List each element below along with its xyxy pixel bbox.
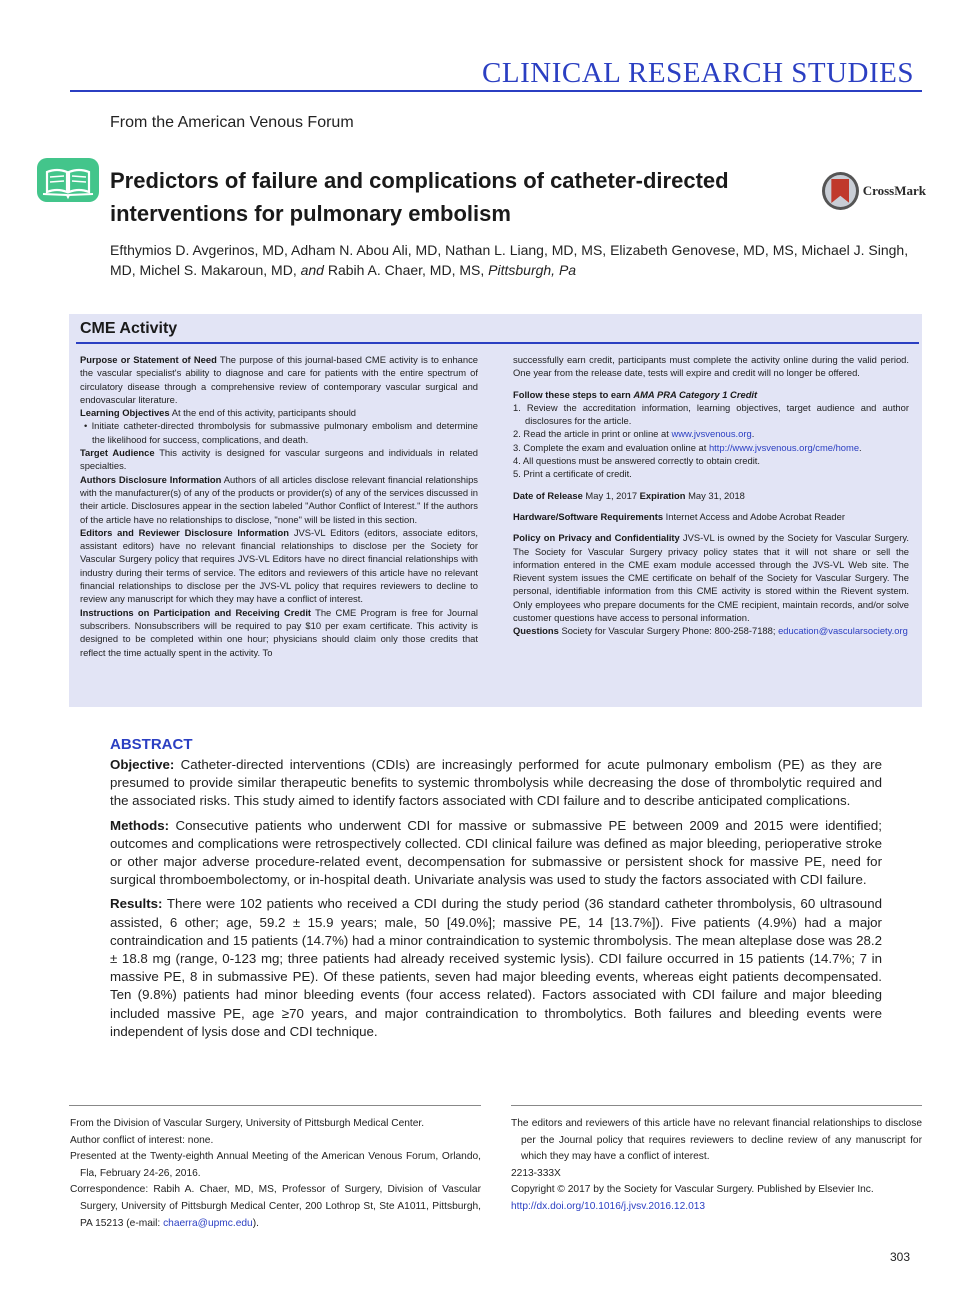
cme-release-heading: Date of Release [513, 489, 583, 501]
author-list [110, 240, 910, 280]
cme-privacy [513, 531, 909, 624]
cme-authors-disclosure [80, 473, 478, 526]
cme-editors-heading: Editors and Reviewer Disclosure Information [80, 526, 289, 538]
authors-line-2b: Rabih A. Chaer, MD, MS, [323, 262, 489, 278]
cme-objective-item [80, 419, 478, 446]
cme-home-link[interactable]: http://www.jvsvenous.org/cme/home [708, 441, 860, 453]
article-title: Predictors of failure and complications of catheter-directed interventions for pulmonary embolism [110, 168, 729, 226]
cme-step-3 [513, 441, 909, 454]
cme-audience-text: This activity is designed for vascular surgeons and individuals in related specialties. [80, 447, 478, 472]
jvsvenous-link[interactable]: www.jvsvenous.org [671, 428, 752, 440]
crossmark-icon [822, 172, 859, 210]
crossmark-bookmark-shape [831, 179, 849, 203]
cme-instructions-heading: Instructions on Participation and Receiving Credit [80, 606, 312, 618]
journal-header [70, 56, 922, 92]
cme-objectives [80, 406, 478, 419]
footnote-conflict: Author conflict of interest: none. [70, 1134, 214, 1146]
cme-step-2 [513, 427, 909, 440]
open-book-icon-graphic [37, 158, 99, 202]
footnote-correspondence [70, 1182, 481, 1232]
cme-steps-list [513, 401, 909, 481]
cme-hardware-text: Internet Access and Adobe Acrobat Reader [663, 510, 845, 522]
authors-line-2a: Michael J. Singh, MD, Michel S. Makaroun, MD, [110, 242, 909, 278]
cme-objectives-heading: Learning Objectives [80, 407, 170, 419]
cme-authors-heading: Authors Disclosure Information [80, 473, 222, 485]
cme-questions [513, 624, 909, 637]
author-location: Pittsburgh, Pa [488, 262, 577, 278]
cme-step-3-text: 3. Complete the exam and evaluation online at [513, 441, 709, 453]
cme-release-date: May 1, 2017 [582, 489, 640, 501]
abstract-methods-heading: Methods: [110, 817, 170, 833]
open-book-icon [37, 158, 99, 202]
cme-questions-heading: Questions [513, 625, 559, 637]
footnote-editors: The editors and reviewers of this article have no relevant financial relationships to disclose per the Journal policy that requires reviewers to decline review of any manuscript for which they may have a conflict of interest. [511, 1118, 922, 1163]
abstract-objective [110, 756, 882, 811]
abstract-objective-heading: Objective: [110, 757, 175, 772]
footnote-presented: Presented at the Twenty-eighth Annual Meeting of the American Venous Forum, Orlando, Fla, February 24-26, 2016. [70, 1151, 481, 1179]
cme-audience [80, 446, 478, 473]
header-divider [70, 90, 922, 92]
cme-purpose [80, 353, 478, 406]
spacer [513, 502, 909, 510]
correspondence-email-link[interactable]: chaerra@upmc.edu [163, 1217, 253, 1229]
doi-link[interactable]: http://dx.doi.org/10.1016/j.jvsv.2016.12.013 [511, 1200, 706, 1212]
spacer [513, 523, 909, 531]
abstract-heading: ABSTRACT [110, 736, 193, 753]
cme-expiration-date: May 31, 2018 [685, 489, 745, 501]
cme-steps-heading-text: Follow these steps to earn [513, 388, 634, 400]
footnotes-right [511, 1116, 922, 1216]
crossmark-badge[interactable] [822, 170, 926, 212]
cme-step-4: 4. All questions must be answered correctly to obtain credit. [513, 455, 760, 467]
cme-hardware-heading: Hardware/Software Requirements [513, 510, 664, 522]
cme-right-column [513, 353, 909, 638]
cme-purpose-text: The purpose of this journal-based CME activity is to enhance the vascular specialist's ability to diagnose and care for patients with the entire spectrum of circulatory disease through a comprehensive review of contemporary vascular surgical and endovascular literature. [80, 354, 478, 405]
footnotes-left [70, 1116, 481, 1232]
abstract-results [110, 895, 882, 1041]
cme-left-column [80, 353, 478, 659]
cme-editors-text: JVS-VL Editors (editors, associate editors, assistant editors) have no relevant financial relationships to disclose per the Society for Vascular Surgery policy that requires JVS-VL Editors have no direct financial relationships with industry during their terms of service. The editors and reviewers of this article have no relevant financial relationships to disclose per the JVS-VL policy that requires reviewers to decline to review any manuscript for which they may have a conflict of interest. [80, 526, 478, 605]
cme-privacy-text: JVS-VL is owned by the Society for Vascular Surgery. The Society for Vascular Surgery privacy policy states that it will not share or sell the information entered in the CME exam module accessed through the JVS-VL Web site. The Rievent system issues the CME certificate on behalf of the Society for Vascular Surgery. The personal, identifiable information from this CME activity is stored within the Rievent system. Only employees who prepare documents for the CME recipient, maintain records, and/or solve customer questions have access to personal information. [513, 532, 909, 624]
spacer [513, 380, 909, 388]
authors-and: and [300, 262, 324, 278]
cme-step-5: 5. Print a certificate of credit. [513, 468, 632, 480]
forum-label: From the American Venous Forum [110, 114, 354, 131]
cme-hardware [513, 510, 909, 523]
cme-authors-text: Authors of all articles disclose relevant financial relationships with the manufacturer(s) of any of the products or provider(s) of any of the services discussed in their article. Disclosures appear in the section labeled "Author Conflict of Interest." If the authors of the article have no relationships to disclose, "none" will be listed in this section. [80, 473, 478, 525]
footnote-affiliation: From the Division of Vascular Surgery, University of Pittsburgh Medical Center. [70, 1118, 425, 1129]
cme-dates [513, 489, 909, 502]
cme-audience-heading: Target Audience [80, 447, 155, 459]
cme-instructions-text: The CME Program is free for Journal subscribers. Nonsubscribers will be required to pay $10 per exam certificate. This activity is designed to be completed within one hour; physicians should claim only those credits that reflect the time actually spent in the activity. To [80, 606, 478, 658]
cme-email-link[interactable]: education@vascularsociety.org [778, 625, 908, 637]
cme-title: CME Activity [80, 320, 178, 337]
cme-questions-text: Society for Vascular Surgery Phone: 800-258-7188; [558, 625, 779, 637]
cme-purpose-heading: Purpose or Statement of Need [80, 354, 217, 365]
footnote-correspondence-end: ). [252, 1217, 259, 1229]
cme-objectives-text: At the end of this activity, participants should [169, 407, 357, 419]
authors-line-1: Efthymios D. Avgerinos, MD, Adham N. Abou Ali, MD, Nathan L. Liang, MD, MS, Elizabeth Genovese, MD, MS, [110, 242, 798, 258]
cme-objective-item-text: Initiate catheter-directed thrombolysis for submassive pulmonary embolism and determine the likelihood for success, complications, and death. [91, 420, 478, 445]
abstract-methods-text: Consecutive patients who underwent CDI for massive or submassive PE between 2009 and 2015 were identified; outcomes and complications were retrospectively collected. CDI clinical failure was defined as major bleeding, perioperative stroke or other major adverse procedure-related event, decompensation for submassive or persistent shock for massive PE, need for surgical thromboembolectomy, or in-hospital death. Univariate analysis was used to study the factors associated with CDI failure. [110, 817, 882, 888]
cme-step-1: 1. Review the accreditation information, learning objectives, target audience and author disclosures for the article. [513, 401, 909, 427]
crossmark-label: CrossMark [862, 183, 926, 198]
cme-divider [76, 342, 919, 344]
cme-step-3-end: . [859, 441, 862, 453]
abstract-section [110, 736, 882, 1047]
cme-editors-disclosure [80, 526, 478, 606]
cme-step-2-end: . [751, 428, 755, 440]
cme-continued: successfully earn credit, participants must complete the activity online during the valid period. One year from the release date, tests will expire and credit will no longer be offered. [513, 354, 909, 379]
cme-step-2-text: 2. Read the article in print or online at [513, 428, 672, 440]
abstract-results-heading: Results: [110, 896, 163, 912]
cme-steps-heading-italic: AMA PRA Category 1 Credit [633, 388, 758, 400]
cme-expiration-heading: Expiration [639, 489, 686, 501]
footnote-correspondence-text: Correspondence: Rabih A. Chaer, MD, MS, Professor of Surgery, Division of Vascular Surgery, University of Pittsburgh Medical Center, 200 Lothrop St, Ste A1011, Pittsburgh, PA 15213 (e-mail: [70, 1184, 481, 1229]
footnote-divider-left [69, 1105, 481, 1106]
cme-steps-heading [513, 388, 909, 401]
page-number: 303 [890, 1250, 911, 1264]
cme-privacy-heading: Policy on Privacy and Confidentiality [513, 532, 680, 544]
footnote-divider-right [511, 1105, 922, 1106]
abstract-methods [110, 817, 882, 890]
section-title: CLINICAL RESEARCH STUDIES [482, 57, 914, 89]
abstract-results-text: There were 102 patients who received a CDI during the study period (36 standard catheter thrombolysis, 60 ultrasound assisted, 6 other; age, 59.2 ± 15.9 years; male, 50 [49.0%]; massive PE, 14 [13.7%]). Five patients (4.9%) had a major contraindication and 15 patients (14.7%) had a minor contraindication to systemic thrombolysis. The mean alteplase dose was 28.2 ± 18.8 mg (range, 0-123 mg; three patients had already received systemic lysis). CDI failure occurred in 15 patients (14.7%; 7 in massive PE, 8 in submassive PE). Of these patients, seven had major bleeding events, whereas eight patients decompensated. Ten (9.8%) patients had minor bleeding events (four access related). Factors associated with CDI failure and major bleeding included massive PE, age ≥70 years, and major contraindication to thrombolytics. Both failures and bleeding events were independent of lysis dose and CDI technique. [110, 896, 882, 1039]
spacer [513, 481, 909, 489]
footnote-copyright: Copyright © 2017 by the Society for Vascular Surgery. Published by Elsevier Inc. [511, 1184, 874, 1196]
footnote-issn: 2213-333X [511, 1167, 561, 1179]
bullet-icon: • [84, 420, 92, 432]
cme-instructions [80, 606, 478, 659]
abstract-objective-text: Catheter-directed interventions (CDIs) are increasingly performed for acute pulmonary embolism (PE) as they are presumed to provide similar therapeutic benefits to systemic thrombolysis while decreasing the dose of thrombolytic required and the associated risks. This study aimed to identify factors associated with CDI failure and to describe anticipated complications. [110, 757, 882, 809]
